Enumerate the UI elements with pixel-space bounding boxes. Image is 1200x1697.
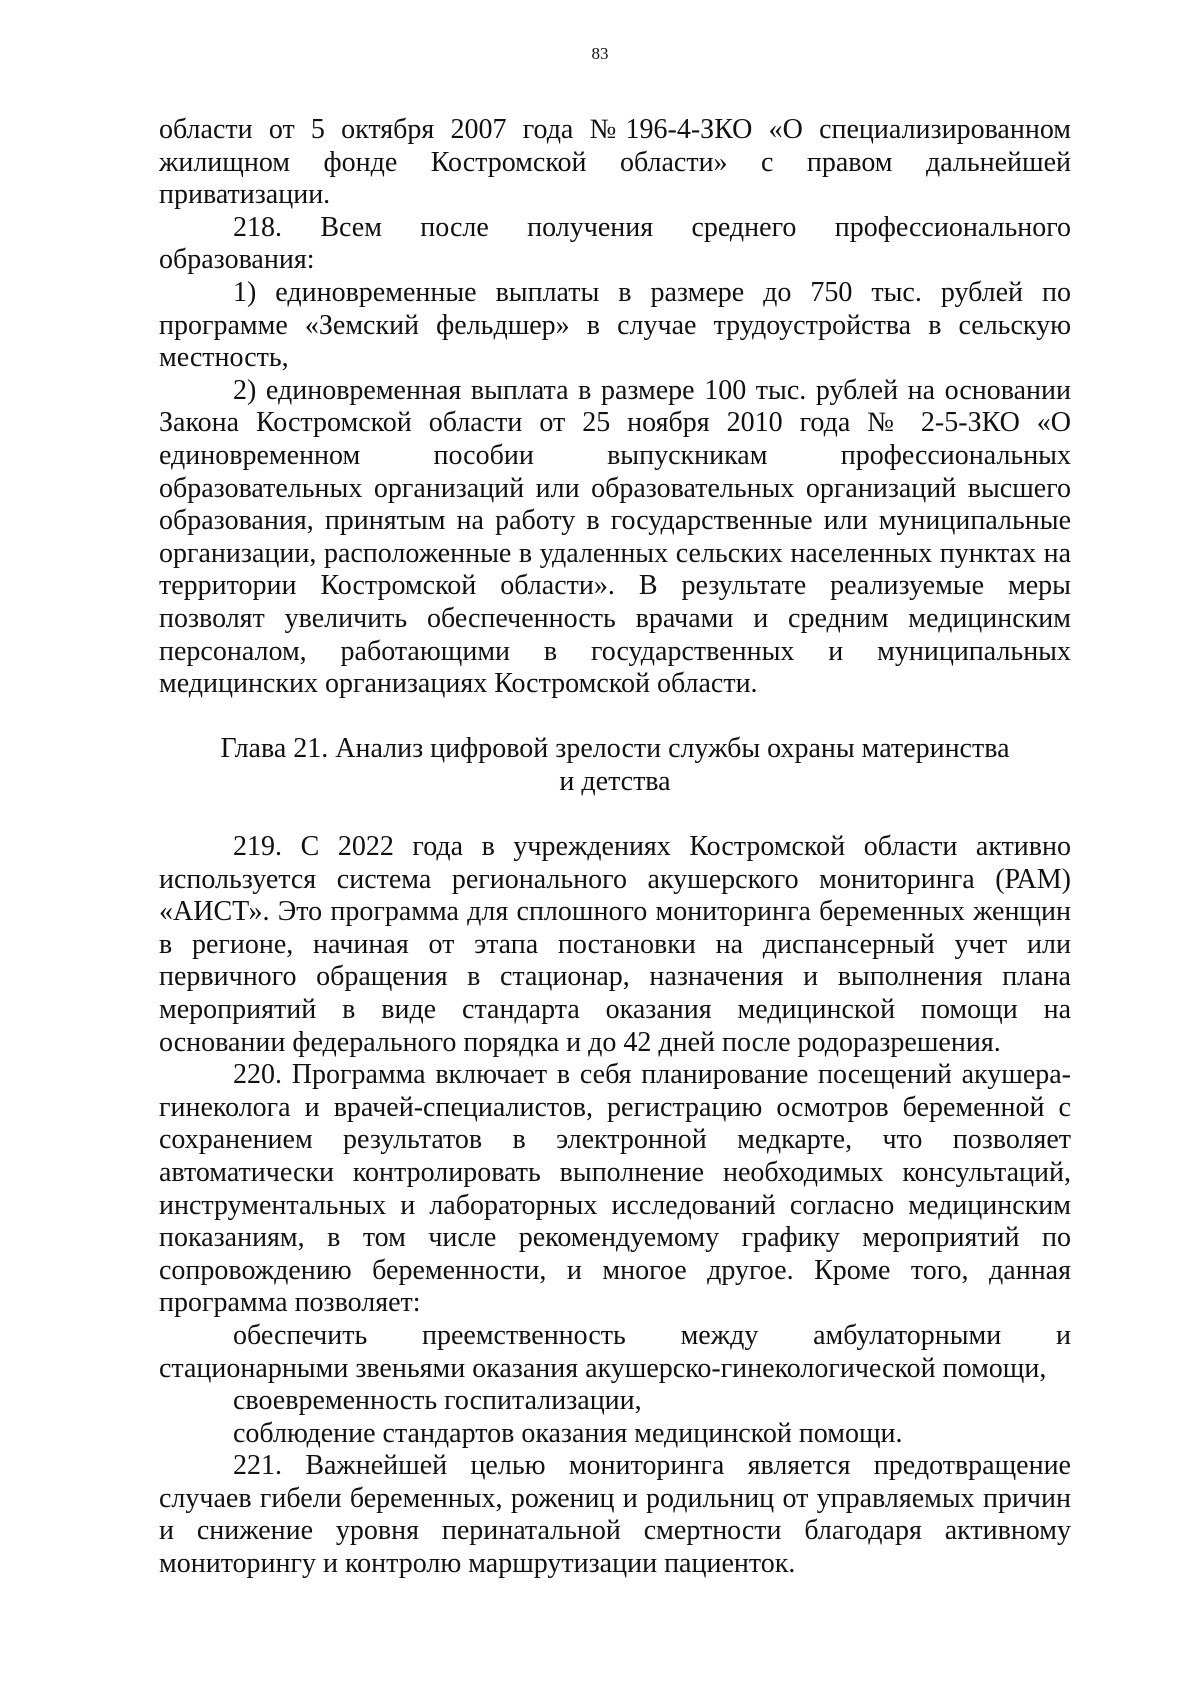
chapter-heading [159,733,1071,798]
list-item-standards: соблюдение стандартов оказания медицинской помощи. [233,1417,903,1449]
paragraph-continuation: области от 5 октября 2007 года №196-4-ЗКО «О специализированном жилищном фонде Костромской области» с правом дальнейшей приватизации. [159,114,1071,211]
paragraph-220: 220. Программа включает в себя планирование посещений акушера-гинеколога и врачей-специалистов, регистрацию осмотров беременной с сохранением результатов в электронной медкарте, что позволяет автоматически контролировать выполнение необходимых консультаций, инструментальных и лабораторных исследований согласно медицинским показаниям, в том числе рекомендуемому графику мероприятий по сопровождению беременности, и многое другое. Кроме того, данная программа позволяет: [159,1059,1071,1319]
paragraph-218: 218. Всем после получения среднего профессионального образования: [159,211,1071,276]
list-item-continuity: обеспечить преемственность между амбулаторными и стационарными звеньями оказания акушерско-гинекологической помощи, [159,1319,1071,1384]
chapter-title-line-2: и детства [559,765,671,797]
page-number: 83 [591,44,609,63]
paragraph-221: 221. Важнейшей целью мониторинга является предотвращение случаев гибели беременных, рожениц и родильниц от управляемых причин и снижение уровня перинатальной смертности благодаря активному мониторингу и контролю маршрутизации пациенток. [159,1450,1071,1580]
paragraph-218-1: 1) единовременные выплаты в размере до 750 тыс. рублей по программе «Земский фельдшер» в случае трудоустройства в сельскую местность, [159,276,1071,374]
chapter-title-line-1: Глава 21. Анализ цифровой зрелости службы охраны материнства [220,733,1010,764]
bottom-text-block [159,831,1071,1581]
paragraph-219: 219. С 2022 года в учреждениях Костромской области активно используется система регионального акушерского мониторинга (РАМ) «АИСТ». Это программа для сплошного мониторинга беременных женщин в регионе, начиная от этапа постановки на диспансерный учет или первичного обращения в стационар, назначения и выполнения плана мероприятий в виде стандарта оказания медицинской помощи на основании федерального порядка и до 42 дней после родоразрешения. [159,831,1071,1058]
paragraph-218-2: 2) единовременная выплата в размере 100 тыс. рублей на основании Закона Костромской области от 25 ноября 2010 года № 2-5-ЗКО «О единовременном пособии выпускникам профессиональных образовательных организаций или образовательных организаций высшего образования, принятым на работу в государственные или муниципальные организации, расположенные в удаленных сельских населенных пунктах на территории Костромской области». В результате реализуемые меры позволят увеличить обеспеченность врачами и средним медицинским персоналом, работающими в государственных и муниципальных медицинских организациях Костромской области. [159,374,1071,700]
list-item-hospitalization: своевременность госпитализации, [233,1385,642,1417]
top-text-block [159,114,1071,701]
